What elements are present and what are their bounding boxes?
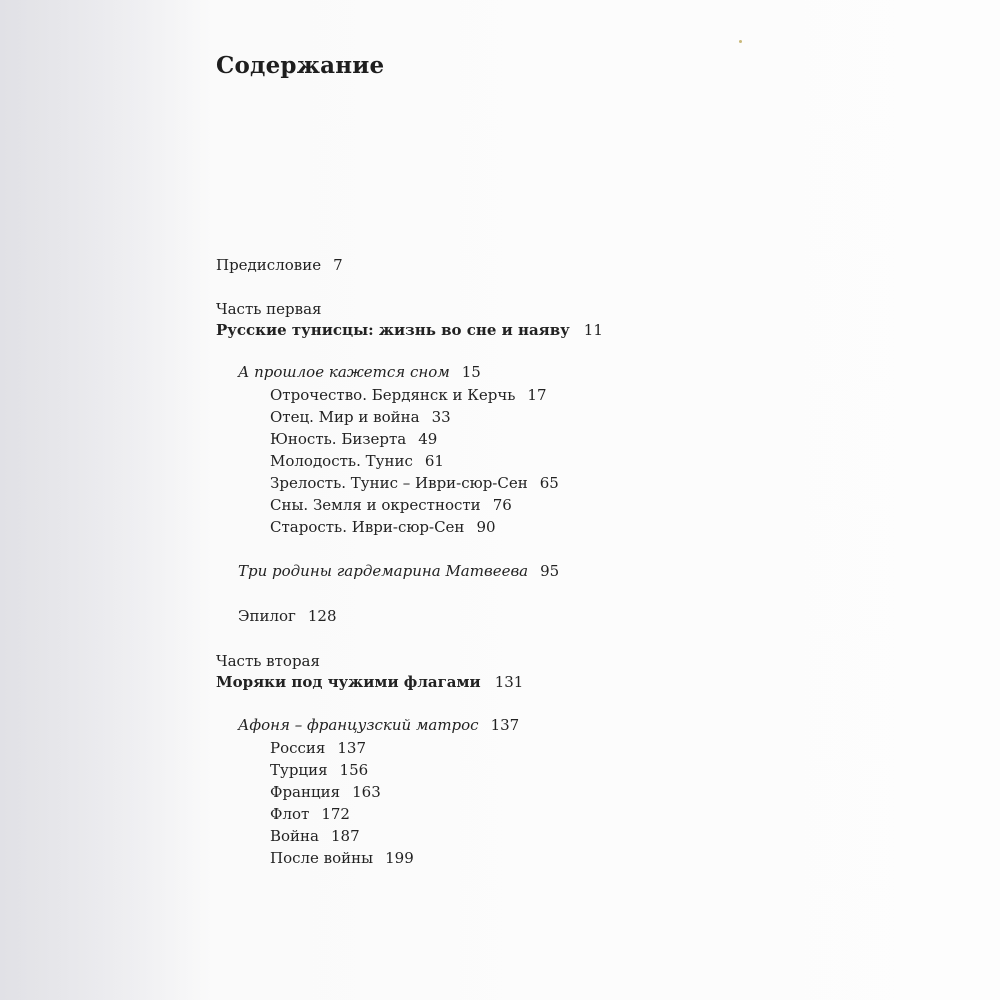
toc-entry-page: 187 [331,827,360,845]
toc-chapter [270,495,512,515]
toc-entry-page: 65 [539,474,559,492]
toc-entry-page: 11 [583,321,603,339]
paper-speck [739,40,742,43]
toc-entry-page: 90 [476,518,496,536]
toc-chapter [270,738,366,758]
toc-entry-page: 61 [424,452,444,470]
toc-chapter [270,782,381,802]
page-gutter-shadow [0,0,200,1000]
toc-chapter-label: Отец. Мир и война [270,408,420,426]
toc-chapter [270,826,360,846]
toc-chapter [270,517,496,537]
part-label: Часть первая [216,300,322,318]
toc-chapter-label: Старость. Иври-сюр-Сен [270,518,465,536]
toc-entry-page: 137 [490,716,520,734]
part-label: Часть вторая [216,652,320,670]
toc-chapter [270,760,368,780]
toc-chapter-label: Зрелость. Тунис – Иври-сюр-Сен [270,474,528,492]
toc-chapter-label: Юность. Бизерта [270,430,407,448]
toc-entry-label: Предисловие [216,256,322,274]
toc-chapter-label: После войны [270,849,374,867]
toc-entry-page: 49 [418,430,438,448]
toc-chapter [270,429,437,449]
toc-chapter-label: Франция [270,783,341,801]
toc-section [238,362,481,382]
toc-chapter-label: Молодость. Тунис [270,452,413,470]
toc-chapter-label: Отрочество. Бердянск и Керчь [270,386,516,404]
toc-entry-page: 131 [494,673,524,691]
toc-entry-page: 15 [461,363,481,381]
toc-entry-page: 17 [527,386,547,404]
toc-entry-page: 95 [540,562,560,580]
toc-entry-page: 76 [492,496,512,514]
toc-entry-page: 128 [307,607,337,625]
toc-section-label: Афоня – французский матрос [238,716,479,734]
part-title [216,672,523,692]
toc-chapter [270,804,350,824]
toc-entry-page: 137 [337,739,367,757]
part-title [216,320,603,340]
toc-chapter-label: Сны. Земля и окрестности [270,496,481,514]
toc-entry-page: 199 [385,849,414,867]
toc-section-label: Три родины гардемарина Матвеева [238,562,529,580]
toc-entry-page: 163 [352,783,381,801]
toc-chapter-label: Флот [270,805,310,823]
toc-section-label: А прошлое кажется сном [238,363,450,381]
toc-entry-epilogue [238,606,337,626]
page-title: Содержание [216,52,385,79]
toc-chapter-label: Турция [270,761,328,779]
toc-entry-page: 7 [333,256,343,274]
toc-chapter [270,385,547,405]
part-title-text: Моряки под чужими флагами [216,673,481,691]
toc-section [238,715,519,735]
toc-chapter-label: Россия [270,739,326,757]
toc-entry-page: 33 [431,408,451,426]
toc-entry-preface [216,255,343,275]
toc-entry-page: 156 [339,761,369,779]
part-title-text: Русские тунисцы: жизнь во сне и наяву [216,321,570,339]
toc-chapter-label: Война [270,827,319,845]
toc-chapter [270,848,414,868]
toc-chapter [270,451,444,471]
toc-entry-label: Эпилог [238,607,296,625]
toc-entry-page: 172 [321,805,350,823]
toc-chapter [270,473,559,493]
toc-chapter [270,407,451,427]
toc-section [238,561,559,581]
